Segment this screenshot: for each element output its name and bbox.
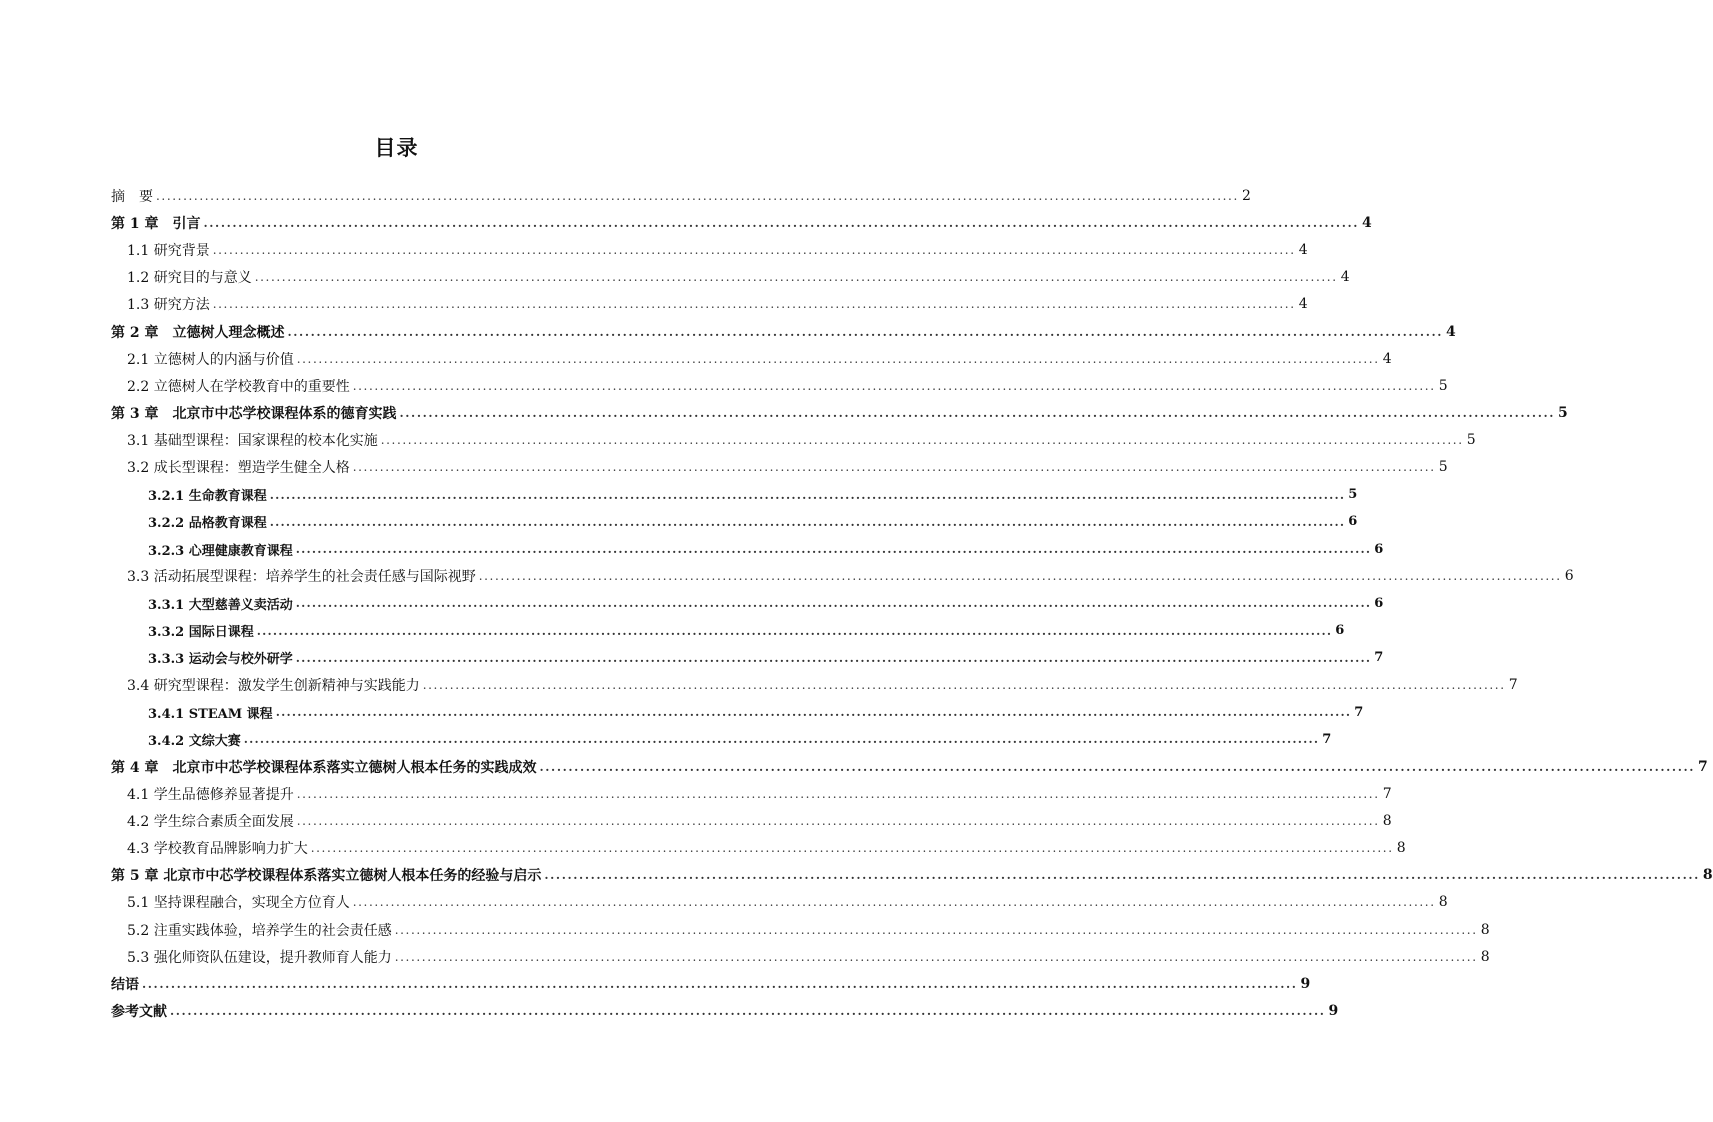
toc-entry[interactable] xyxy=(0,699,1364,726)
toc-entry-page: 4 xyxy=(1362,214,1372,231)
toc-entry-title: 3.2.2 品格教育课程 xyxy=(148,516,267,532)
toc-entry-title: 第 2 章 立德树人理念概述 xyxy=(111,324,285,341)
dot-leader: ........................................................................................................................................................................................................ xyxy=(352,460,1436,475)
toc-entry-page: 7 xyxy=(1322,731,1332,747)
dot-leader: ........................................................................................................................................................................................................ xyxy=(296,351,1380,366)
dot-leader: ........................................................................................................................................................................................................ xyxy=(212,242,1296,257)
toc-entry[interactable] xyxy=(0,998,1339,1025)
toc-entry-page: 8 xyxy=(1382,812,1392,829)
toc-entry-title: 结语 xyxy=(111,977,139,994)
toc-entry-page: 4 xyxy=(1298,296,1308,313)
dot-leader: ........................................................................................................................................................................................................ xyxy=(296,813,1380,828)
dot-leader: ........................................................................................................................................................................................................ xyxy=(295,596,1372,611)
toc-entry[interactable] xyxy=(0,508,1358,535)
toc-entry[interactable] xyxy=(0,753,1708,780)
dot-leader: ........................................................................................................................................................................................................ xyxy=(394,949,1478,964)
dot-leader: ........................................................................................................................................................................................................ xyxy=(254,270,1338,285)
toc-entry[interactable] xyxy=(0,617,1345,644)
toc-entry-title: 4.2 学生综合素质全面发展 xyxy=(127,813,294,830)
toc-entry[interactable] xyxy=(0,916,1490,943)
toc-entry-title: 3.4 研究型课程：激发学生创新精神与实践能力 xyxy=(127,677,420,694)
toc-entry-title: 3.2.1 生命教育课程 xyxy=(148,489,267,505)
dot-leader: ........................................................................................................................................................................................................ xyxy=(295,650,1372,665)
dot-leader: ........................................................................................................................................................................................................ xyxy=(422,677,1506,692)
dot-leader: ........................................................................................................................................................................................................ xyxy=(295,542,1372,557)
toc-entry-page: 8 xyxy=(1480,921,1490,938)
toc-entry-page: 6 xyxy=(1348,514,1358,530)
toc-entry[interactable] xyxy=(0,970,1311,997)
dot-leader: ........................................................................................................................................................................................................ xyxy=(269,514,1346,529)
toc-entry[interactable] xyxy=(0,318,1456,345)
page-title: 目录 xyxy=(374,136,419,160)
toc-entry-title: 3.2.3 心理健康教育课程 xyxy=(148,543,293,559)
toc-entry-page: 8 xyxy=(1396,840,1406,857)
toc-entry-title: 第 3 章 北京市中芯学校课程体系的德育实践 xyxy=(111,406,397,423)
toc-entry-title: 5.2 注重实践体验，培养学生的社会责任感 xyxy=(127,922,392,939)
dot-leader: ........................................................................................................................................................................................................ xyxy=(296,786,1380,801)
toc-entry-page: 7 xyxy=(1382,785,1392,802)
toc-entry-page: 2 xyxy=(1241,187,1251,204)
toc-entry[interactable] xyxy=(0,671,1518,698)
toc-entry[interactable] xyxy=(0,264,1350,291)
toc-entry[interactable] xyxy=(0,454,1448,481)
toc-entry-title: 参考文献 xyxy=(111,1004,167,1021)
dot-leader: ........................................................................................................................................................................................................ xyxy=(243,732,1320,747)
toc-entry-page: 5 xyxy=(1438,459,1448,476)
dot-leader: ........................................................................................................................................................................................................ xyxy=(142,977,1298,992)
toc-entry[interactable] xyxy=(0,807,1392,834)
dot-leader: ........................................................................................................................................................................................................ xyxy=(156,188,1239,203)
toc-entry[interactable] xyxy=(0,345,1392,372)
toc-entry[interactable] xyxy=(0,400,1568,427)
toc-entry-page: 8 xyxy=(1480,948,1490,965)
dot-leader: ........................................................................................................................................................................................................ xyxy=(287,324,1444,339)
dot-leader: ........................................................................................................................................................................................................ xyxy=(275,705,1352,720)
toc-entry-title: 3.3.2 国际日课程 xyxy=(148,625,254,641)
toc-entry-title: 1.3 研究方法 xyxy=(127,297,210,314)
dot-leader: ........................................................................................................................................................................................................ xyxy=(478,569,1562,584)
toc-entry[interactable] xyxy=(0,481,1358,508)
toc-entry-title: 3.3.3 运动会与校外研学 xyxy=(148,652,293,668)
toc-entry[interactable] xyxy=(0,644,1384,671)
toc-entry-page: 5 xyxy=(1348,487,1358,503)
dot-leader: ........................................................................................................................................................................................................ xyxy=(352,378,1436,393)
toc-entry-page: 6 xyxy=(1374,541,1384,557)
toc-entry-title: 1.1 研究背景 xyxy=(127,242,210,259)
toc-entry[interactable] xyxy=(0,372,1448,399)
toc-entry-title: 3.1 基础型课程：国家课程的校本化实施 xyxy=(127,433,378,450)
toc-entry-page: 5 xyxy=(1438,377,1448,394)
toc-entry[interactable] xyxy=(0,943,1490,970)
toc-entry-page: 7 xyxy=(1354,704,1364,720)
dot-leader: ........................................................................................................................................................................................................ xyxy=(380,433,1464,448)
toc-entry-page: 6 xyxy=(1564,568,1574,585)
toc-entry-title: 2.1 立德树人的内涵与价值 xyxy=(127,351,294,368)
dot-leader: ........................................................................................................................................................................................................ xyxy=(399,406,1556,421)
dot-leader: ........................................................................................................................................................................................................ xyxy=(170,1004,1326,1019)
toc-entry-page: 7 xyxy=(1698,758,1708,775)
dot-leader: ........................................................................................................................................................................................................ xyxy=(256,623,1333,638)
toc-entry[interactable] xyxy=(0,535,1384,562)
toc-entry-page: 9 xyxy=(1300,976,1311,993)
toc-entry-page: 9 xyxy=(1328,1003,1339,1020)
toc-entry[interactable] xyxy=(0,835,1406,862)
toc-entry-page: 8 xyxy=(1702,867,1713,884)
toc-entry[interactable] xyxy=(0,862,1713,889)
toc-entry-page: 5 xyxy=(1558,405,1568,422)
dot-leader: ........................................................................................................................................................................................................ xyxy=(394,922,1478,937)
toc-entry-title: 第 1 章 引言 xyxy=(111,215,201,232)
dot-leader: ........................................................................................................................................................................................................ xyxy=(212,297,1296,312)
toc-entry[interactable] xyxy=(0,563,1574,590)
dot-leader: ........................................................................................................................................................................................................ xyxy=(539,759,1696,774)
toc-entry-page: 5 xyxy=(1466,432,1476,449)
toc-entry-title: 3.3.1 大型慈善义卖活动 xyxy=(148,597,293,613)
dot-leader: ........................................................................................................................................................................................................ xyxy=(203,215,1360,230)
toc-entry-title: 4.1 学生品德修养显著提升 xyxy=(127,786,294,803)
toc-entry[interactable] xyxy=(0,291,1308,318)
toc-entry-title: 3.4.2 文综大赛 xyxy=(148,733,241,749)
toc-entry-page: 6 xyxy=(1335,623,1345,639)
dot-leader: ........................................................................................................................................................................................................ xyxy=(269,487,1346,502)
toc-entry-page: 6 xyxy=(1374,595,1384,611)
toc-entry-title: 2.2 立德树人在学校教育中的重要性 xyxy=(127,378,350,395)
toc-entry[interactable] xyxy=(0,209,1372,236)
toc-entry-title: 5.3 强化师资队伍建设，提升教师育人能力 xyxy=(127,949,392,966)
dot-leader: ........................................................................................................................................................................................................ xyxy=(310,841,1394,856)
toc-entry[interactable] xyxy=(0,236,1308,263)
toc-entry[interactable] xyxy=(0,726,1332,753)
toc-entry-page: 7 xyxy=(1374,650,1384,666)
table-of-contents xyxy=(0,182,1713,1025)
toc-entry-title: 4.3 学校教育品牌影响力扩大 xyxy=(127,841,308,858)
toc-entry-title: 第 4 章 北京市中芯学校课程体系落实立德树人根本任务的实践成效 xyxy=(111,759,537,776)
toc-entry-page: 7 xyxy=(1508,676,1518,693)
toc-entry-title: 5.1 坚持课程融合，实现全方位育人 xyxy=(127,895,350,912)
toc-entry-title: 3.3 活动拓展型课程：培养学生的社会责任感与国际视野 xyxy=(127,569,476,586)
toc-entry-title: 3.4.1 STEAM 课程 xyxy=(148,706,273,722)
toc-entry[interactable] xyxy=(0,889,1448,916)
dot-leader: ........................................................................................................................................................................................................ xyxy=(352,895,1436,910)
toc-entry-page: 4 xyxy=(1298,241,1308,258)
toc-entry-page: 8 xyxy=(1438,894,1448,911)
toc-entry-title: 3.2 成长型课程：塑造学生健全人格 xyxy=(127,460,350,477)
toc-entry-page: 4 xyxy=(1340,269,1350,286)
toc-entry[interactable] xyxy=(0,427,1476,454)
dot-leader: ........................................................................................................................................................................................................ xyxy=(544,868,1700,883)
toc-entry-title: 1.2 研究目的与意义 xyxy=(127,270,252,287)
toc-entry-page: 4 xyxy=(1382,350,1392,367)
toc-entry-title: 摘 要 xyxy=(111,188,153,205)
toc-entry-page: 4 xyxy=(1446,323,1456,340)
toc-entry[interactable] xyxy=(0,590,1384,617)
toc-entry[interactable] xyxy=(0,780,1392,807)
toc-entry[interactable] xyxy=(0,182,1251,209)
toc-entry-title: 第 5 章 北京市中芯学校课程体系落实立德树人根本任务的经验与启示 xyxy=(111,868,542,885)
